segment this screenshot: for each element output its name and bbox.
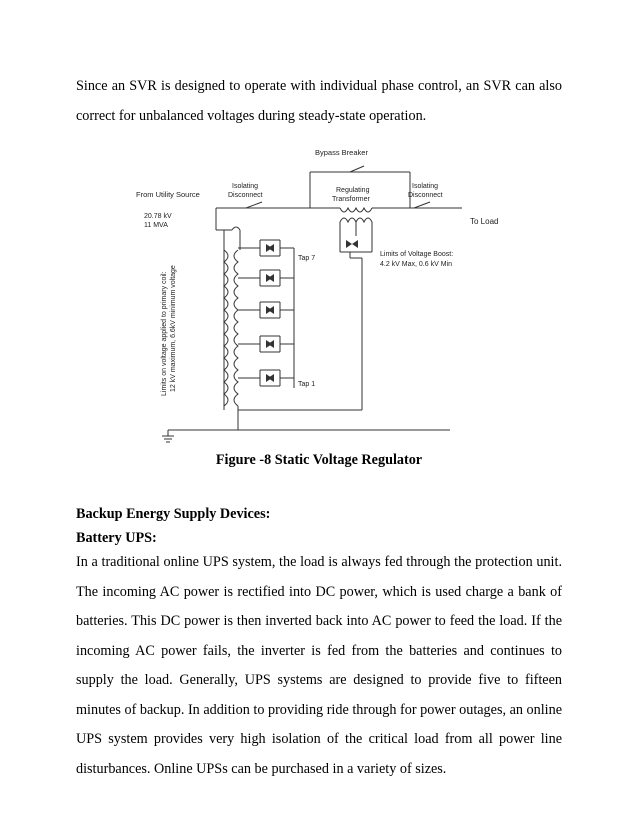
svr-circuit-diagram (136, 140, 510, 450)
intro-paragraph: Since an SVR is designed to operate with individual phase control, an SVR can also correct for unbalanced voltages during steady-state operation. (76, 78, 562, 124)
label-isolating-right-2: Disconnect (408, 192, 443, 199)
label-tap-7: Tap 7 (298, 255, 316, 262)
section-heading-battery-ups: Battery UPS: (76, 530, 157, 546)
label-vertical-2: 12 kV maximum, 6.6kV minimum voltage (170, 265, 177, 392)
primary-coil (224, 250, 228, 406)
label-isolating-left-2: Disconnect (228, 192, 263, 199)
battery-ups-paragraph: In a traditional online UPS system, the load is always fed through the protection unit. The incoming AC power is rectified into DC power, which is used charge a bank of batteries. This DC power is then inverted back into AC power to feed the load. If the incoming AC power fails, the inverter is fed from the batteries and continues to supply the load. Generally, UPS systems are designed to provide five to fifteen minutes of backup. In addition to providing ride through for power outages, an online UPS system provides very high isolation of the critical load from all power line disturbances. Online UPSs can be purchased in a variety of sizes. (76, 554, 562, 777)
figure-caption: Figure -8 Static Voltage Regulator (215, 452, 423, 468)
label-isolating-left-1: Isolating (232, 183, 259, 190)
label-rating-kv: 20.78 kV (144, 213, 172, 220)
regulating-transformer-primary (340, 208, 372, 212)
label-from-utility: From Utility Source (136, 190, 200, 199)
label-voltage-boost-1: Limits of Voltage Boost: (380, 251, 454, 258)
label-to-load: To Load (470, 217, 499, 226)
label-regulating-1: Regulating (336, 187, 370, 194)
label-bypass-breaker: Bypass Breaker (315, 148, 368, 157)
regulating-transformer-secondary (340, 218, 372, 222)
label-rating-mva: 11 MVA (144, 222, 168, 229)
label-isolating-right-1: Isolating (412, 183, 439, 190)
label-regulating-2: Transformer (332, 196, 370, 203)
label-tap-1: Tap 1 (298, 381, 316, 388)
section-heading-backup: Backup Energy Supply Devices: (76, 506, 271, 522)
tapped-coil (234, 250, 238, 406)
label-voltage-boost-2: 4.2 kV Max, 0.6 kV Min (380, 261, 452, 268)
label-vertical-1: Limits on voltage applied to primary coil: (161, 271, 168, 396)
